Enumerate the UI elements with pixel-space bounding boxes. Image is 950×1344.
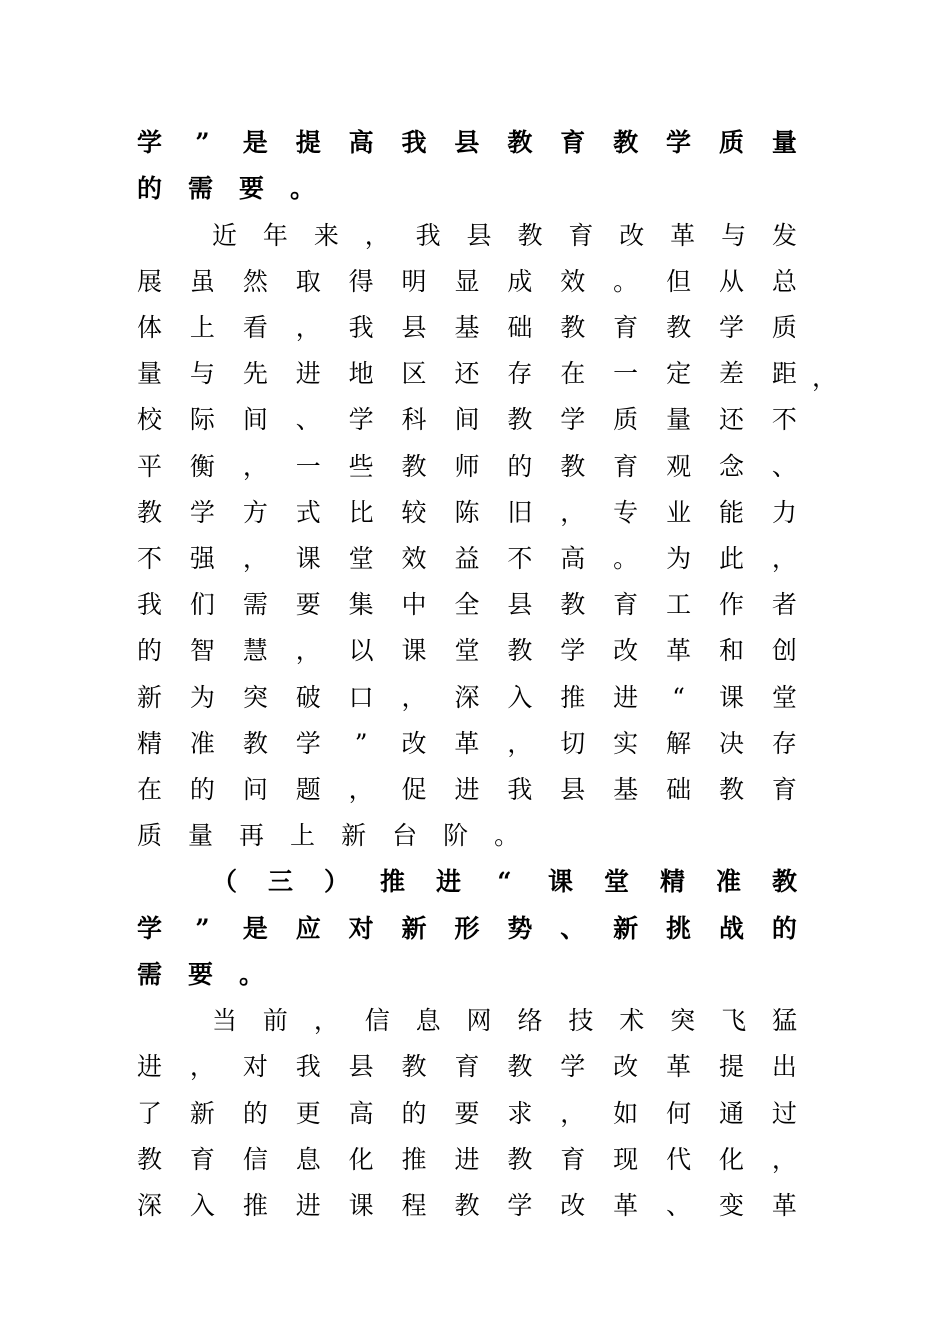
- text-line: 质 量 再 上 新 台 阶 。: [137, 821, 520, 850]
- margin-comma: ，: [812, 363, 838, 392]
- text-line: 在 的 问 题 ， 促 进 我 县 基 础 教 育: [137, 775, 797, 804]
- text-line: 展 虽 然 取 得 明 显 成 效 。 但 从 总: [137, 267, 797, 296]
- text-line: 需 要 。: [137, 960, 265, 989]
- text-line: 量 与 先 进 地 区 还 存 在 一 定 差 距: [137, 359, 797, 388]
- text-line: 教 育 信 息 化 推 进 教 育 现 代 化 ，: [137, 1145, 797, 1174]
- text-line: 了 新 的 更 高 的 要 求 ， 如 何 通 过: [137, 1099, 797, 1128]
- text-line: 校 际 间 、 学 科 间 教 学 质 量 还 不: [137, 405, 797, 434]
- text-line: 体 上 看 ， 我 县 基 础 教 育 教 学 质: [137, 313, 797, 342]
- text-line: 当 前 ， 信 息 网 络 技 术 突 飞 猛: [212, 1006, 797, 1035]
- text-line: （ 三 ） 推 进 “ 课 堂 精 准 教: [212, 867, 797, 896]
- text-line: 的 需 要 。: [137, 174, 316, 203]
- text-line: 新 为 突 破 口 ， 深 入 推 进 “ 课 堂: [137, 683, 797, 712]
- text-line: 深 入 推 进 课 程 教 学 改 革 、 变 革: [137, 1191, 797, 1220]
- text-line: 不 强 ， 课 堂 效 益 不 高 。 为 此 ，: [137, 544, 797, 573]
- text-line: 近 年 来 ， 我 县 教 育 改 革 与 发: [212, 221, 797, 250]
- text-line: 进 ， 对 我 县 教 育 教 学 改 革 提 出: [137, 1052, 797, 1081]
- text-line: 教 学 方 式 比 较 陈 旧 ， 专 业 能 力: [137, 498, 797, 527]
- text-line: 学 ” 是 应 对 新 形 势 、 新 挑 战 的: [137, 914, 797, 943]
- text-line: 精 准 教 学 ” 改 革 ， 切 实 解 决 存: [137, 729, 797, 758]
- text-line: 我 们 需 要 集 中 全 县 教 育 工 作 者: [137, 590, 797, 619]
- text-line: 平 衡 ， 一 些 教 师 的 教 育 观 念 、: [137, 452, 797, 481]
- text-line: 的 智 慧 ， 以 课 堂 教 学 改 革 和 创: [137, 636, 797, 665]
- text-line: 学 ” 是 提 高 我 县 教 育 教 学 质 量: [137, 128, 797, 157]
